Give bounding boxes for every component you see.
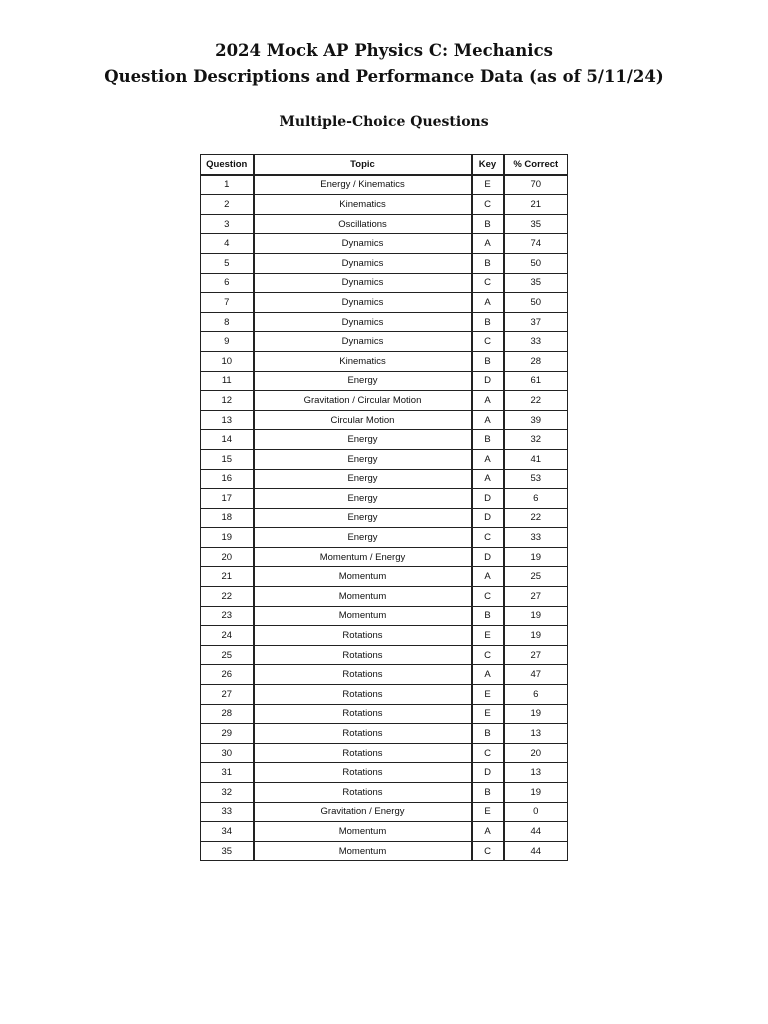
cell-topic: Rotations	[254, 743, 472, 763]
cell-topic: Gravitation / Circular Motion	[254, 391, 472, 411]
cell-key: A	[472, 293, 504, 313]
cell-topic: Oscillations	[254, 214, 472, 234]
cell-key: A	[472, 822, 504, 842]
cell-percent-correct: 22	[504, 508, 568, 528]
cell-question: 22	[201, 587, 254, 607]
cell-question: 24	[201, 626, 254, 646]
cell-percent-correct: 53	[504, 469, 568, 489]
cell-topic: Rotations	[254, 724, 472, 744]
table-row	[201, 430, 568, 450]
cell-percent-correct: 19	[504, 704, 568, 724]
table-row	[201, 371, 568, 391]
table-row	[201, 410, 568, 430]
cell-topic: Rotations	[254, 685, 472, 705]
table-row	[201, 763, 568, 783]
table-row	[201, 214, 568, 234]
cell-topic: Rotations	[254, 626, 472, 646]
table-row	[201, 528, 568, 548]
cell-key: A	[472, 391, 504, 411]
table-row	[201, 645, 568, 665]
cell-percent-correct: 70	[504, 175, 568, 195]
table-row	[201, 783, 568, 803]
cell-key: B	[472, 312, 504, 332]
table-row	[201, 567, 568, 587]
cell-topic: Kinematics	[254, 351, 472, 371]
table-row	[201, 626, 568, 646]
table-row	[201, 802, 568, 822]
cell-percent-correct: 6	[504, 489, 568, 509]
cell-topic: Energy	[254, 528, 472, 548]
cell-key: D	[472, 547, 504, 567]
cell-key: E	[472, 626, 504, 646]
cell-question: 2	[201, 195, 254, 215]
table-header	[201, 155, 568, 175]
cell-percent-correct: 19	[504, 547, 568, 567]
cell-percent-correct: 74	[504, 234, 568, 254]
cell-question: 19	[201, 528, 254, 548]
cell-question: 33	[201, 802, 254, 822]
cell-question: 11	[201, 371, 254, 391]
table-row	[201, 743, 568, 763]
cell-topic: Energy	[254, 489, 472, 509]
cell-question: 9	[201, 332, 254, 352]
cell-question: 35	[201, 841, 254, 861]
cell-percent-correct: 41	[504, 449, 568, 469]
cell-key: E	[472, 704, 504, 724]
cell-percent-correct: 20	[504, 743, 568, 763]
cell-percent-correct: 25	[504, 567, 568, 587]
cell-question: 14	[201, 430, 254, 450]
cell-topic: Momentum / Energy	[254, 547, 472, 567]
cell-topic: Rotations	[254, 704, 472, 724]
cell-key: C	[472, 841, 504, 861]
cell-question: 20	[201, 547, 254, 567]
cell-question: 3	[201, 214, 254, 234]
cell-topic: Momentum	[254, 822, 472, 842]
table-row	[201, 822, 568, 842]
cell-topic: Momentum	[254, 567, 472, 587]
table-row	[201, 449, 568, 469]
cell-percent-correct: 33	[504, 528, 568, 548]
cell-key: C	[472, 273, 504, 293]
cell-question: 5	[201, 253, 254, 273]
cell-question: 18	[201, 508, 254, 528]
table-row	[201, 704, 568, 724]
cell-key: D	[472, 371, 504, 391]
cell-percent-correct: 32	[504, 430, 568, 450]
cell-percent-correct: 0	[504, 802, 568, 822]
cell-key: A	[472, 567, 504, 587]
cell-percent-correct: 27	[504, 587, 568, 607]
cell-percent-correct: 28	[504, 351, 568, 371]
cell-question: 7	[201, 293, 254, 313]
cell-question: 16	[201, 469, 254, 489]
cell-percent-correct: 6	[504, 685, 568, 705]
cell-percent-correct: 47	[504, 665, 568, 685]
table-row	[201, 685, 568, 705]
cell-key: E	[472, 802, 504, 822]
cell-topic: Energy / Kinematics	[254, 175, 472, 195]
cell-key: B	[472, 351, 504, 371]
document-title-line-2: Question Descriptions and Performance Data (as of 5/11/24)	[104, 67, 664, 86]
cell-question: 12	[201, 391, 254, 411]
table-row	[201, 273, 568, 293]
cell-key: B	[472, 724, 504, 744]
cell-key: D	[472, 763, 504, 783]
cell-topic: Dynamics	[254, 312, 472, 332]
table-row	[201, 606, 568, 626]
header-percent-correct: % Correct	[504, 155, 568, 175]
cell-question: 17	[201, 489, 254, 509]
cell-key: B	[472, 253, 504, 273]
cell-question: 31	[201, 763, 254, 783]
cell-percent-correct: 61	[504, 371, 568, 391]
table-row	[201, 253, 568, 273]
cell-percent-correct: 50	[504, 253, 568, 273]
cell-question: 6	[201, 273, 254, 293]
cell-topic: Dynamics	[254, 234, 472, 254]
cell-topic: Rotations	[254, 783, 472, 803]
cell-question: 13	[201, 410, 254, 430]
cell-percent-correct: 35	[504, 273, 568, 293]
table-row	[201, 489, 568, 509]
cell-question: 27	[201, 685, 254, 705]
cell-key: E	[472, 175, 504, 195]
table-row	[201, 332, 568, 352]
cell-percent-correct: 35	[504, 214, 568, 234]
cell-percent-correct: 19	[504, 626, 568, 646]
cell-topic: Energy	[254, 371, 472, 391]
cell-topic: Momentum	[254, 587, 472, 607]
cell-key: E	[472, 685, 504, 705]
cell-key: C	[472, 743, 504, 763]
cell-key: A	[472, 234, 504, 254]
cell-question: 26	[201, 665, 254, 685]
cell-key: C	[472, 645, 504, 665]
table-row	[201, 547, 568, 567]
cell-key: B	[472, 606, 504, 626]
cell-key: A	[472, 449, 504, 469]
table-row	[201, 312, 568, 332]
cell-key: C	[472, 195, 504, 215]
cell-topic: Rotations	[254, 665, 472, 685]
header-row	[201, 155, 568, 175]
cell-topic: Rotations	[254, 763, 472, 783]
cell-key: A	[472, 469, 504, 489]
cell-question: 8	[201, 312, 254, 332]
document-title-line-1: 2024 Mock AP Physics C: Mechanics	[215, 41, 553, 60]
cell-question: 29	[201, 724, 254, 744]
table-row	[201, 175, 568, 195]
cell-question: 1	[201, 175, 254, 195]
cell-topic: Dynamics	[254, 273, 472, 293]
header-question: Question	[201, 155, 254, 175]
cell-topic: Momentum	[254, 606, 472, 626]
cell-key: A	[472, 665, 504, 685]
cell-percent-correct: 21	[504, 195, 568, 215]
cell-key: D	[472, 489, 504, 509]
table-row	[201, 469, 568, 489]
cell-question: 25	[201, 645, 254, 665]
cell-percent-correct: 44	[504, 841, 568, 861]
cell-key: C	[472, 587, 504, 607]
cell-question: 34	[201, 822, 254, 842]
cell-percent-correct: 13	[504, 724, 568, 744]
cell-topic: Circular Motion	[254, 410, 472, 430]
cell-question: 21	[201, 567, 254, 587]
multiple-choice-table	[200, 154, 568, 861]
cell-question: 10	[201, 351, 254, 371]
cell-question: 23	[201, 606, 254, 626]
cell-topic: Energy	[254, 449, 472, 469]
table-row	[201, 724, 568, 744]
table-row	[201, 508, 568, 528]
table-row	[201, 234, 568, 254]
cell-topic: Dynamics	[254, 293, 472, 313]
cell-topic: Gravitation / Energy	[254, 802, 472, 822]
cell-topic: Energy	[254, 430, 472, 450]
cell-percent-correct: 37	[504, 312, 568, 332]
cell-key: B	[472, 430, 504, 450]
table-row	[201, 195, 568, 215]
cell-percent-correct: 13	[504, 763, 568, 783]
cell-percent-correct: 39	[504, 410, 568, 430]
cell-percent-correct: 50	[504, 293, 568, 313]
cell-topic: Energy	[254, 508, 472, 528]
cell-question: 15	[201, 449, 254, 469]
cell-question: 30	[201, 743, 254, 763]
cell-topic: Energy	[254, 469, 472, 489]
table-row	[201, 391, 568, 411]
cell-key: C	[472, 332, 504, 352]
header-topic: Topic	[254, 155, 472, 175]
cell-topic: Dynamics	[254, 253, 472, 273]
header-key: Key	[472, 155, 504, 175]
cell-topic: Dynamics	[254, 332, 472, 352]
table-row	[201, 841, 568, 861]
cell-question: 28	[201, 704, 254, 724]
cell-topic: Momentum	[254, 841, 472, 861]
table-row	[201, 665, 568, 685]
cell-percent-correct: 27	[504, 645, 568, 665]
cell-percent-correct: 33	[504, 332, 568, 352]
cell-question: 4	[201, 234, 254, 254]
table-row	[201, 293, 568, 313]
cell-percent-correct: 44	[504, 822, 568, 842]
section-heading: Multiple-Choice Questions	[279, 114, 489, 130]
cell-percent-correct: 19	[504, 783, 568, 803]
cell-key: B	[472, 783, 504, 803]
cell-topic: Rotations	[254, 645, 472, 665]
cell-percent-correct: 22	[504, 391, 568, 411]
cell-topic: Kinematics	[254, 195, 472, 215]
cell-key: D	[472, 508, 504, 528]
cell-key: C	[472, 528, 504, 548]
cell-percent-correct: 19	[504, 606, 568, 626]
cell-key: A	[472, 410, 504, 430]
table-row	[201, 351, 568, 371]
cell-question: 32	[201, 783, 254, 803]
table-body	[201, 175, 568, 861]
table-row	[201, 587, 568, 607]
cell-key: B	[472, 214, 504, 234]
